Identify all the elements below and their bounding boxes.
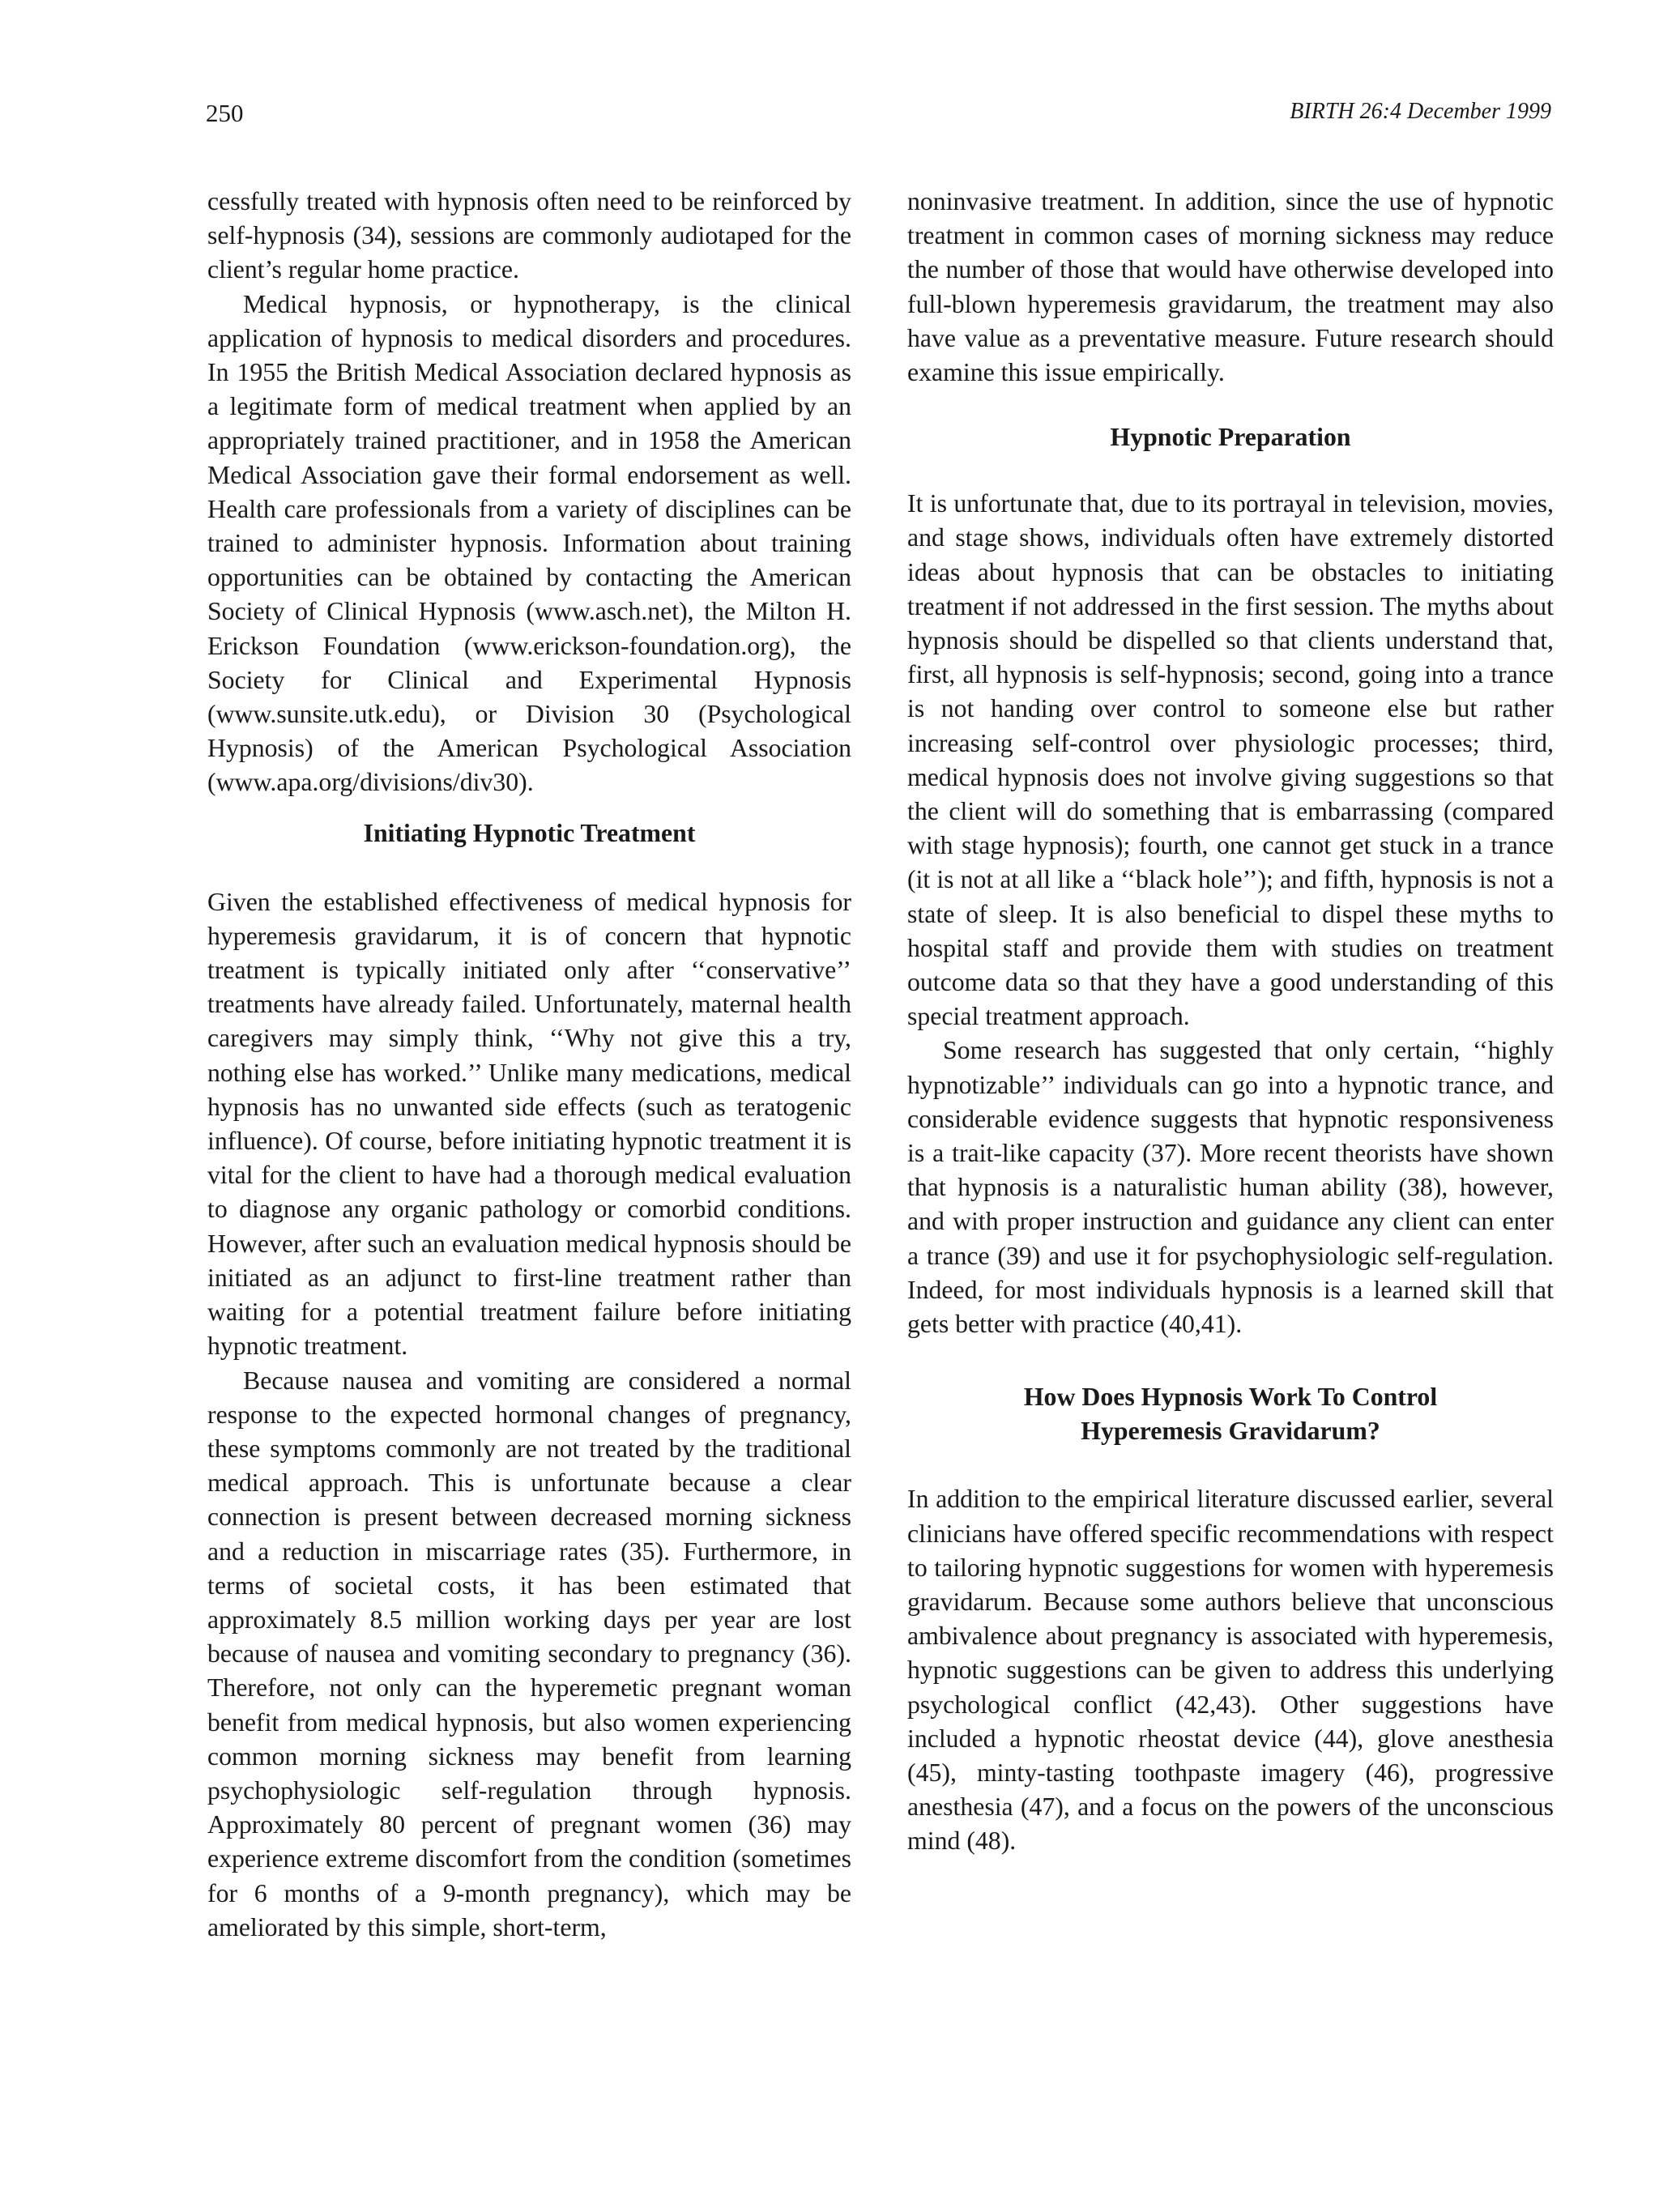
paragraph-clinician-suggestions: In addition to the empirical literature discussed earlier, several clinicians have offered specific recommendations with respect to tailoring hypnotic suggestions for women with hyperemesis gravidarum. Because some authors believe that unconscious ambivalence about pregnancy is associated with hyperemesis, hypnotic suggestions can be given to address this underlying psychological conflict (42,43). Other suggestions have included a hypnotic rheostat device (44), glove anesthesia (45), minty-tasting toothpaste imagery (46), progressive anesthesia (47), and a focus on the powers of the unconscious mind (48). — [907, 1485, 1554, 1856]
paragraph-noninvasive: noninvasive treatment. In addition, since the use of hypnotic treatment in common cases of morning sickness may reduce the number of those that would have otherwise developed into full-blown hyperemesis gravidarum, the treatment may also have value as a preventative measure. Future research should examine this issue empirically. — [907, 187, 1554, 387]
section-heading-preparation: Hypnotic Preparation — [1110, 423, 1351, 452]
paragraph-hypnotizability: Some research has suggested that only certain, ‘‘highly hypnotizable’’ individuals can go into a hypnotic trance, and considerable evidence suggests that hypnotic responsiveness is a trait-like capacity (37). More recent theorists have shown that hypnosis is a naturalistic human ability (38), however, and with proper instruction and guidance any client can enter a trance (39) and use it for psychophysiologic self-regulation. Indeed, for most individuals hypnosis is a learned skill that gets better with practice (40,41). — [907, 1036, 1554, 1339]
paragraph-medical-hypnosis: Medical hypnosis, or hypnotherapy, is the clinical application of hypnosis to medical disorders and procedures. In 1955 the British Medical Association declared hypnosis as a legitimate form of medical treatment when applied by an appropriately trained practitioner, and in 1958 the American Medical Association gave their formal endorsement as well. Health care professionals from a variety of disciplines can be trained to administer hypnosis. Information about training opportunities can be obtained by contacting the American Society of Clinical Hypnosis (www.asch.net), the Milton H. Erickson Foundation (www.erickson-foundation.org), the Society for Clinical and Experimental Hypnosis (www.sunsite.utk.edu), or Division 30 (Psychological Hypnosis) of the American Psychological Association (www.apa.org/divisions/div30). — [207, 289, 851, 797]
page-number: 250 — [206, 99, 244, 127]
right-column — [907, 185, 1554, 1859]
paragraph-nausea-vomiting: Because nausea and vomiting are considered a normal response to the expected hormonal changes of pregnancy, these symptoms commonly are not treated by the traditional medical approach. This is unfortunate because a clear connection is present between decreased morning sickness and a reduction in miscarriage rates (35). Furthermore, in terms of societal costs, it has been estimated that approximately 8.5 million working days per year are lost because of nausea and vomiting secondary to pregnancy (36). Therefore, not only can the hyperemetic pregnant woman benefit from medical hypnosis, but also women experiencing common morning sickness may benefit from learning psychophysiologic self-regulation through hypnosis. Approximately 80 percent of pregnant women (36) may experience extreme discomfort from the condition (sometimes for 6 months of a 9-month pregnancy), which may be ameliorated by this simple, short-term, — [207, 1366, 851, 1941]
left-column — [207, 185, 851, 1945]
heading-line-2: Hyperemesis Gravidarum? — [1081, 1417, 1380, 1446]
paragraph-myths: It is unfortunate that, due to its portrayal in television, movies, and stage shows, individuals often have extremely distorted ideas about hypnosis that can be obstacles to initiating treatment if not addressed in the first session. The myths about hypnosis should be dispelled so that clients understand that, first, all hypnosis is self-hypnosis; second, going into a trance is not handing over control to someone else but rather increasing self-control over physiologic processes; third, medical hypnosis does not involve giving suggestions so that the client will do something that is embarrassing (compared with stage hypnosis); fourth, one cannot get stuck in a trance (it is not at all like a ‘‘black hole’’); and fifth, hypnosis is not a state of sleep. It is also beneficial to dispel these myths to hospital staff and provide them with studies on treatment outcome data so that they have a good understanding of this special treatment approach. — [907, 489, 1554, 1031]
heading-line-1: How Does Hypnosis Work To Control — [1023, 1383, 1438, 1412]
paragraph-continuation: cessfully treated with hypnosis often need to be reinforced by self-hypnosis (34), sessions are commonly audiotaped for the client’s regular home practice. — [207, 187, 851, 284]
page-header — [0, 99, 1659, 131]
section-heading-how-does-hypnosis-work — [907, 1380, 1554, 1448]
section-heading-initiating: Initiating Hypnotic Treatment — [363, 818, 696, 847]
journal-reference: BIRTH 26:4 December 1999 — [1290, 99, 1551, 124]
paragraph-initiating: Given the established effectiveness of medical hypnosis for hyperemesis gravidarum, it is of concern that hypnotic treatment is typically initiated only after ‘‘conservative’’ treatments have already failed. Unfortunately, maternal health caregivers may simply think, ‘‘Why not give this a try, nothing else has worked.’’ Unlike many medications, medical hypnosis has no unwanted side effects (such as teratogenic influence). Of course, before initiating hypnotic treatment it is vital for the client to have had a thorough medical evaluation to diagnose any organic pathology or comorbid conditions. However, after such an evaluation medical hypnosis should be initiated as an adjunct to first-line treatment rather than waiting for a potential treatment failure before initiating hypnotic treatment. — [207, 887, 851, 1361]
